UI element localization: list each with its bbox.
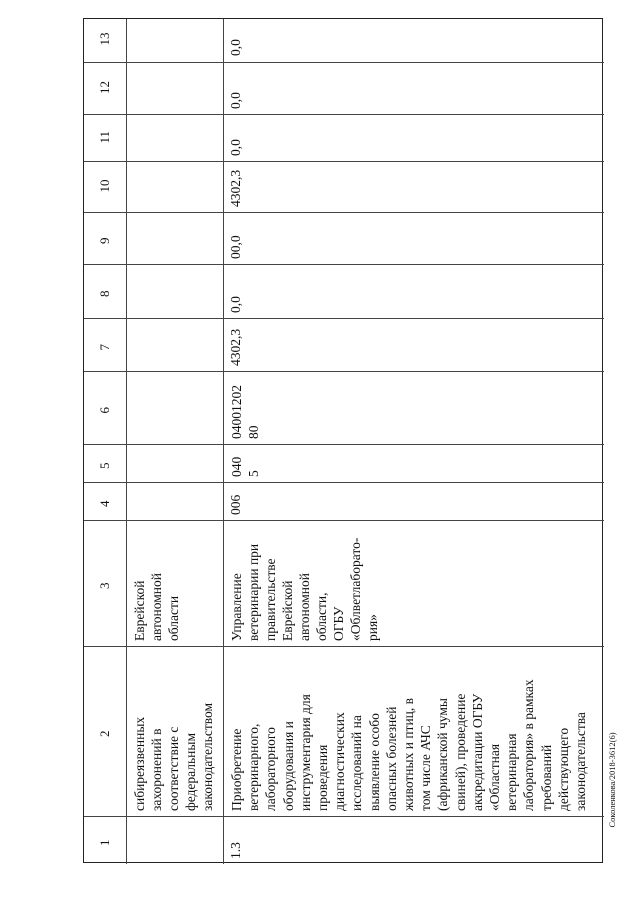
- cell-text-line: том числе АЧС: [418, 725, 434, 811]
- header-label: 12: [97, 81, 112, 94]
- header-col-13: [84, 19, 126, 62]
- cell-text-line: области: [166, 595, 181, 641]
- header-col-10: [84, 161, 126, 212]
- cell-text-line: ветеринарная: [504, 733, 520, 811]
- cell-text-line: аккредитации ОГБУ: [469, 693, 485, 811]
- cell-text-line: рия»: [365, 614, 380, 641]
- header-label: 5: [97, 462, 112, 469]
- cell-value: 0,0: [228, 39, 243, 56]
- cell-text-line: Управление: [229, 573, 244, 641]
- cont-row-col-6: [126, 371, 223, 444]
- cell-value: 0,0: [228, 296, 243, 313]
- cell-text-line: «Облветлаборато-: [348, 537, 363, 641]
- cell-value: 006: [228, 494, 243, 515]
- cell-text-line: Еврейской: [280, 580, 295, 641]
- row-1-3-col-9: [223, 212, 604, 264]
- cont-row-col-8: [126, 264, 223, 318]
- cont-row-col-1: [126, 816, 223, 864]
- cont-row-col-9: [126, 212, 223, 264]
- header-label: 1: [97, 839, 112, 846]
- header-label: 6: [97, 407, 112, 414]
- cell-text-line: автономной: [297, 573, 312, 641]
- cell-text-line: Еврейской: [132, 580, 147, 641]
- header-label: 3: [97, 582, 112, 589]
- cell-value: 0,0: [228, 92, 243, 109]
- header-col-9: [84, 212, 126, 264]
- cell-text-line: Приобретение: [229, 728, 244, 811]
- cell-text-line: действующего: [555, 727, 571, 811]
- cell-value: 4302,3: [228, 169, 243, 207]
- header-label: 13: [97, 32, 112, 46]
- row-1-3-col-1: [223, 816, 604, 864]
- cell-text-line: ветеринарии при: [246, 543, 261, 641]
- header-label: 11: [97, 130, 112, 144]
- cell-text-line: требований: [538, 744, 554, 811]
- cell-text-line: 80: [246, 425, 261, 439]
- cell-value: 4302,3: [228, 328, 243, 366]
- cell-value: 1.3: [228, 842, 243, 859]
- cell-text-line: оборудования и: [280, 721, 296, 811]
- cell-text-line: диагностических: [332, 712, 348, 811]
- cell-text-line: соответствие с: [166, 726, 181, 811]
- header-col-3: [84, 520, 126, 646]
- header-col-2: [84, 646, 126, 816]
- cell-text-line: правительстве: [263, 558, 278, 641]
- cell-text-line: «Областная: [487, 743, 503, 811]
- header-col-7: [84, 318, 126, 371]
- cell-value: 0,0: [228, 139, 243, 156]
- header-col-11: [84, 114, 126, 161]
- cell-text-line: федеральным: [183, 732, 198, 811]
- cell-value: 00,0: [228, 235, 243, 259]
- header-label: 9: [97, 237, 112, 244]
- header-col-5: [84, 444, 126, 482]
- cont-row-col-5: [126, 444, 223, 482]
- cell-text-line: области,: [314, 592, 329, 641]
- cell-text-line: законодательства: [573, 712, 589, 811]
- cell-text-line: ОГБУ: [331, 606, 346, 641]
- cont-row-col-10: [126, 161, 223, 212]
- header-col-1: [84, 816, 126, 864]
- row-1-3-col-7: [223, 318, 604, 371]
- budget-table: [83, 18, 603, 863]
- header-col-4: [84, 482, 126, 520]
- cell-text-line: сибиреязвенных: [132, 716, 147, 811]
- cell-text-line: автономной: [149, 573, 164, 641]
- cont-row-col-13: [126, 19, 223, 62]
- cont-row-col-4: [126, 482, 223, 520]
- cell-text-line: 040: [229, 456, 244, 477]
- header-label: 10: [97, 179, 112, 193]
- header-col-8: [84, 264, 126, 318]
- cont-row-col-12: [126, 62, 223, 114]
- cell-text-line: лаборатория» в рамках: [521, 679, 537, 811]
- row-1-3-col-11: [223, 114, 604, 161]
- header-label: 4: [97, 500, 112, 507]
- cell-text-line: животных и птиц, в: [401, 697, 417, 811]
- cell-text-line: свиней), проведение: [452, 693, 468, 811]
- cell-text-line: законодательством: [200, 702, 215, 811]
- row-1-3-col-10: [223, 161, 604, 212]
- header-label: 8: [97, 290, 112, 297]
- cell-text-line: ветеринарного,: [246, 723, 262, 811]
- cell-text-line: 5: [246, 470, 261, 477]
- cell-text-line: захоронений в: [149, 728, 164, 811]
- row-1-3-col-13: [223, 19, 604, 62]
- header-label: 7: [97, 344, 112, 351]
- header-col-6: [84, 371, 126, 444]
- cell-text-line: выявление особо: [366, 713, 382, 811]
- cell-text-line: проведения: [315, 744, 331, 811]
- cell-text-line: (африканской чумы: [435, 698, 451, 811]
- row-1-3-col-8: [223, 264, 604, 318]
- cont-row-col-11: [126, 114, 223, 161]
- row-1-3-col-3: [223, 520, 604, 646]
- row-1-3-col-6: [223, 371, 604, 444]
- row-1-3-col-4: [223, 482, 604, 520]
- cell-text-line: 04001202: [229, 385, 244, 439]
- cell-text-line: инструментария для: [297, 694, 313, 811]
- cell-text-line: опасных болезней: [383, 706, 399, 811]
- header-col-12: [84, 62, 126, 114]
- row-1-3-col-12: [223, 62, 604, 114]
- header-label: 2: [97, 730, 112, 737]
- cont-row-col-3: [126, 520, 223, 646]
- cont-row-col-2: [126, 646, 223, 816]
- cell-text-line: исследований на: [349, 715, 365, 811]
- cont-row-col-7: [126, 318, 223, 371]
- row-1-3-col-2: [223, 646, 604, 816]
- cell-text-line: лабораторного: [263, 727, 279, 811]
- row-1-3-col-5: [223, 444, 604, 482]
